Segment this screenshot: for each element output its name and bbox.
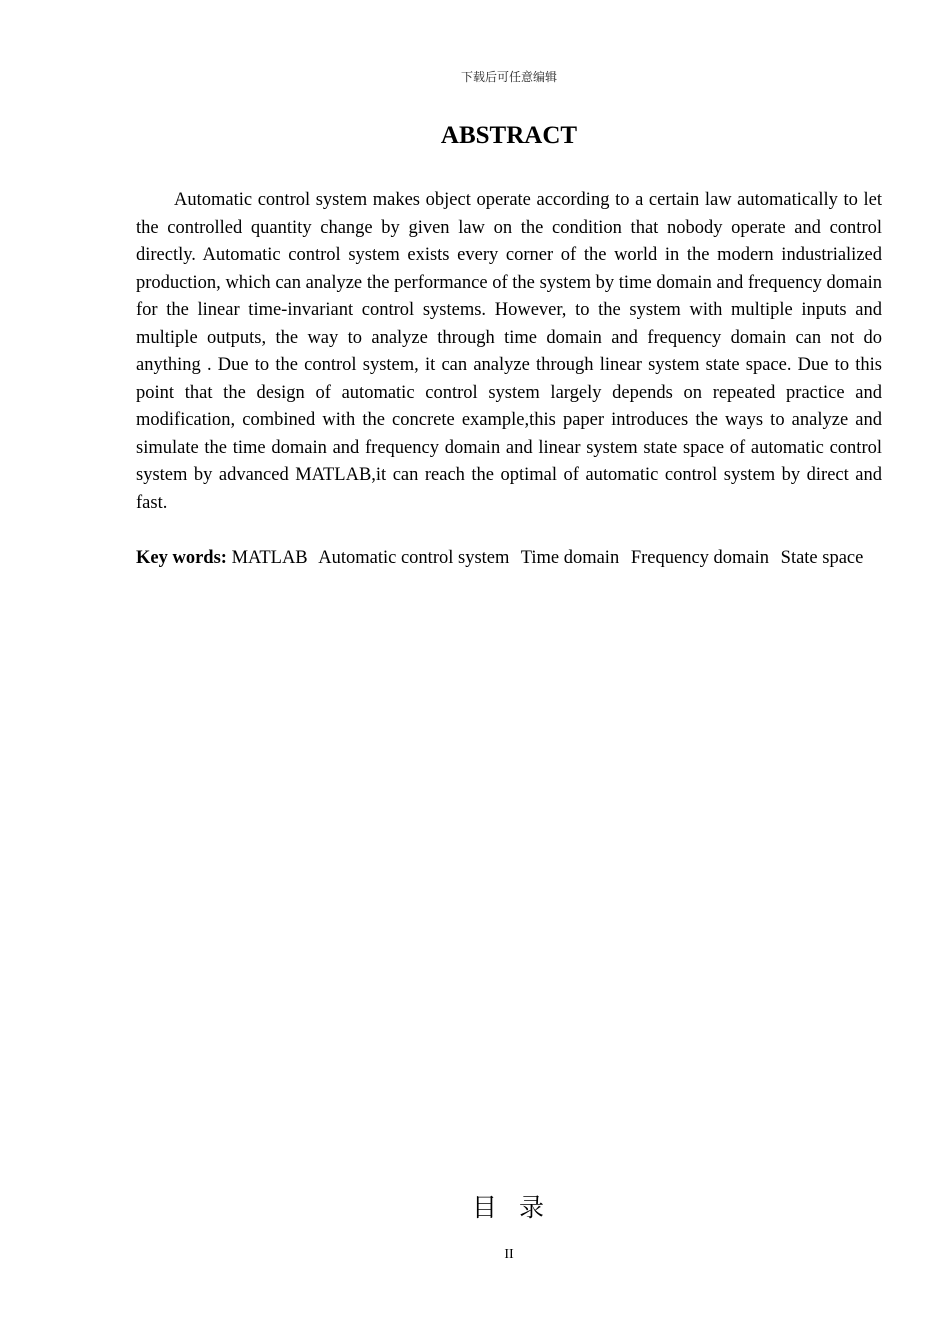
keyword-item: Automatic control system (318, 548, 510, 568)
keywords-label: Key words: (136, 548, 227, 568)
abstract-title: ABSTRACT (440, 122, 578, 149)
keyword-item: MATLAB (231, 548, 308, 568)
keyword-item: Time domain (520, 548, 620, 568)
keywords-line (136, 545, 896, 573)
toc-title: 目 录 (472, 1193, 546, 1222)
page-number: II (504, 1247, 514, 1262)
header-note: 下载后可任意编辑 (460, 70, 557, 84)
abstract-body: Automatic control system makes object operate according to a certain law automatically to let the controlled quantity change by given law on the condition that nobody operate and control directly. Automatic control system exists every corner of the world in the modern industrialized production, which can analyze the performance of the system by time domain and frequency domain for the linear time-invariant control systems. However, to the system with multiple inputs and multiple outputs, the way to analyze through time domain and frequency domain can not do anything . Due to the control system, it can analyze through linear system state space. Due to this point that the design of automatic control system largely depends on repeated practice and modification, combined with the concrete example,this paper introduces the ways to analyze and simulate the time domain and frequency domain and linear system state space of automatic control system by advanced MATLAB,it can reach the optimal of automatic control system by direct and fast. (136, 190, 882, 513)
keyword-item: State space (780, 548, 864, 568)
keyword-item: Frequency domain (630, 548, 770, 568)
